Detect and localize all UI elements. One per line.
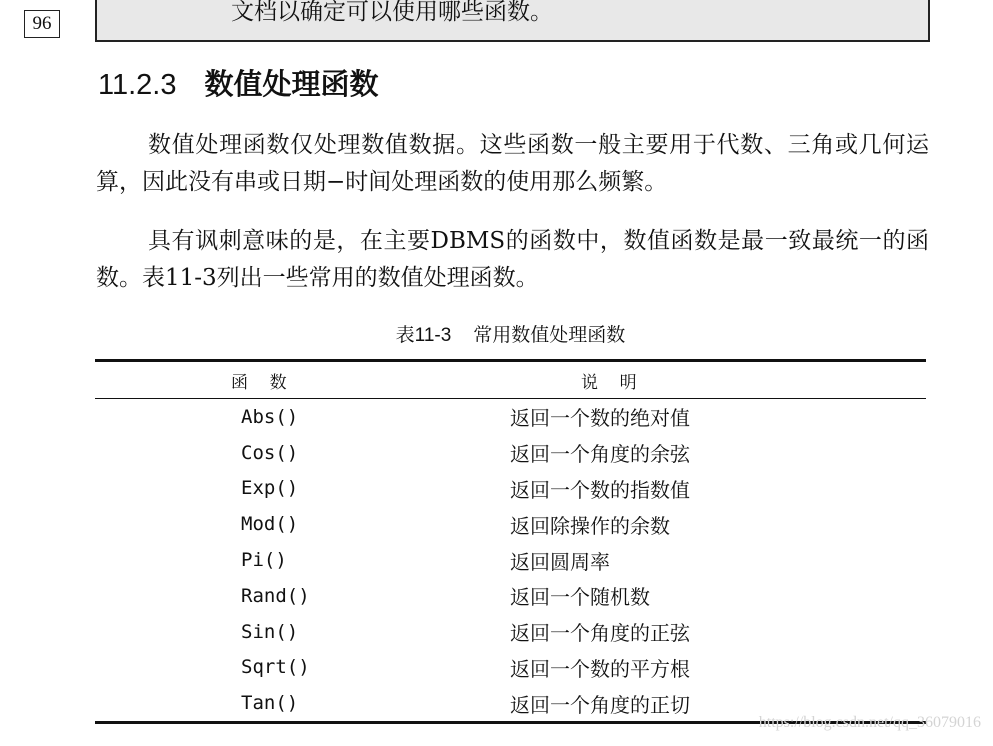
table-row [95, 399, 926, 435]
function-name-cell: Exp() [241, 477, 299, 500]
watermark: https://blog.csdn.net/qq_36079016 [758, 714, 981, 731]
function-description-cell: 返回一个数的指数值 [510, 477, 690, 502]
function-name-cell: Sqrt() [241, 656, 310, 679]
tip-box-text: 文档以确定可以使用哪些函数。 [231, 0, 553, 25]
section-number: 11.2.3 [98, 69, 177, 101]
section-heading [98, 64, 379, 105]
table-row [95, 471, 926, 507]
table-row [95, 542, 926, 578]
function-name-cell: Tan() [241, 692, 299, 715]
table-row [95, 578, 926, 614]
function-name-cell: Sin() [241, 620, 299, 643]
table-caption [0, 320, 993, 351]
table-body [95, 399, 926, 723]
function-table [95, 359, 926, 724]
table-header-row [95, 361, 926, 399]
table-caption-label: 表11-3 [395, 325, 452, 346]
table-row [95, 506, 926, 542]
table-row [95, 614, 926, 650]
function-description-cell: 返回一个角度的正切 [510, 692, 690, 717]
table-caption-text: 常用数值处理函数 [473, 324, 626, 346]
function-name-cell: Pi() [241, 549, 287, 572]
page-number: 96 [24, 10, 60, 38]
function-name-cell: Mod() [241, 513, 299, 536]
function-description-cell: 返回一个数的平方根 [510, 656, 690, 681]
function-description-cell: 返回圆周率 [510, 549, 610, 574]
function-name-cell: Abs() [241, 405, 299, 428]
tip-box [95, 0, 930, 42]
body-paragraph: 具有讽刺意味的是，在主要DBMS的函数中，数值函数是最一致最统一的函数。表11-3列出一些常用的数值处理函数。 [96, 228, 929, 291]
function-description-cell: 返回一个随机数 [510, 585, 650, 610]
function-description-cell: 返回除操作的余数 [510, 513, 670, 538]
function-name-cell: Cos() [241, 441, 299, 464]
function-name-cell: Rand() [241, 584, 310, 607]
body-paragraph: 数值处理函数仅处理数值数据。这些函数一般主要用于代数、三角或几何运算，因此没有串或日期−时间处理函数的使用那么频繁。 [96, 132, 929, 195]
table-row [95, 435, 926, 471]
section-title: 数值处理函数 [204, 67, 379, 101]
function-description-cell: 返回一个角度的余弦 [510, 442, 690, 467]
function-description-cell: 返回一个数的绝对值 [510, 406, 690, 431]
function-description-cell: 返回一个角度的正弦 [510, 621, 690, 646]
table-row [95, 650, 926, 686]
column-header-description: 说 明 [510, 361, 926, 399]
column-header-function: 函 数 [95, 361, 510, 399]
